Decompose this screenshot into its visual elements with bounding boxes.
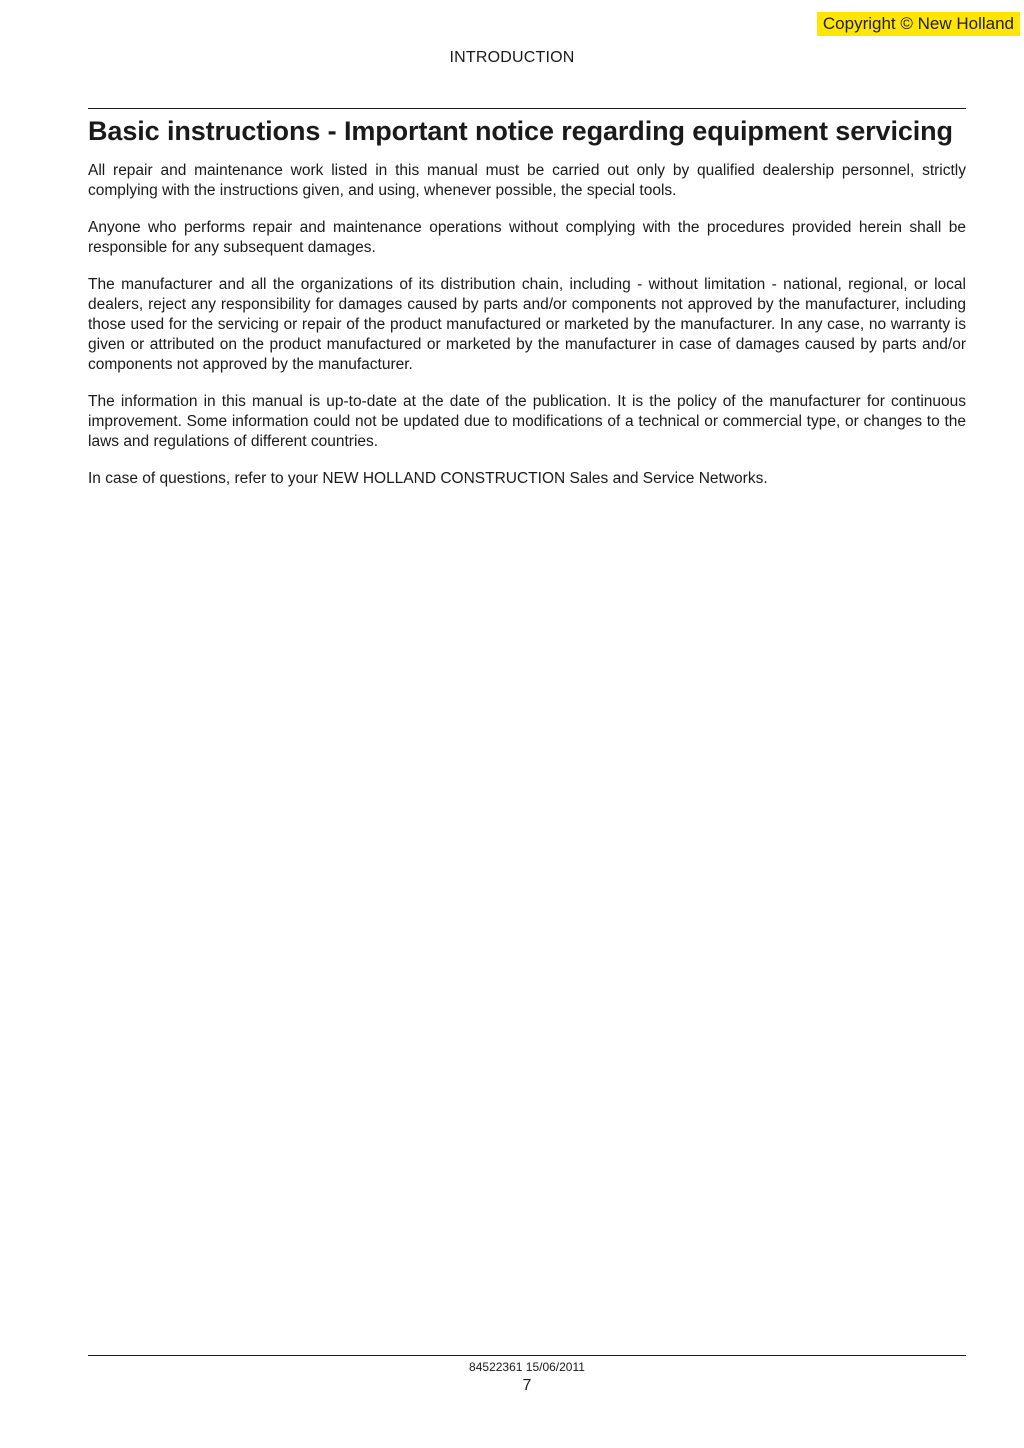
paragraph-qualified-personnel: All repair and maintenance work listed in this manual must be carried out only by qualified dealership personnel, strictly complying with the instructions given, and using, whenever possible, the special tools. <box>88 162 966 199</box>
page-number: 7 <box>522 1377 532 1394</box>
body-text <box>88 161 966 506</box>
header-rule <box>88 108 966 109</box>
document-reference: 84522361 15/06/2011 <box>469 1360 585 1374</box>
running-header: INTRODUCTION <box>449 49 575 66</box>
paragraph-questions: In case of questions, refer to your NEW HOLLAND CONSTRUCTION Sales and Service Networks. <box>88 470 768 487</box>
paragraph-manufacturer-liability: The manufacturer and all the organizations of its distribution chain, including - without limitation - national, regional, or local dealers, reject any responsibility for damages caused by parts and/or components not approved by the manufacturer, including those used for the servicing or repair of the product manufactured or marketed by the manufacturer. In any case, no warranty is given or attributed on the product manufactured or marketed by the manufacturer in case of damages caused by parts and/or components not approved by the manufacturer. <box>88 276 966 373</box>
copyright-watermark: Copyright © New Holland <box>817 12 1020 36</box>
paragraph-responsibility: Anyone who performs repair and maintenance operations without complying with the procedures provided herein shall be responsible for any subsequent damages. <box>88 219 966 256</box>
footer-rule <box>88 1355 966 1356</box>
page-title: Basic instructions - Important notice regarding equipment servicing <box>88 116 953 146</box>
paragraph-information-updates: The information in this manual is up-to-date at the date of the publication. It is the policy of the manufacturer for continuous improvement. Some information could not be updated due to modifications of a technical or commercial type, or changes to the laws and regulations of different countries. <box>88 393 966 450</box>
